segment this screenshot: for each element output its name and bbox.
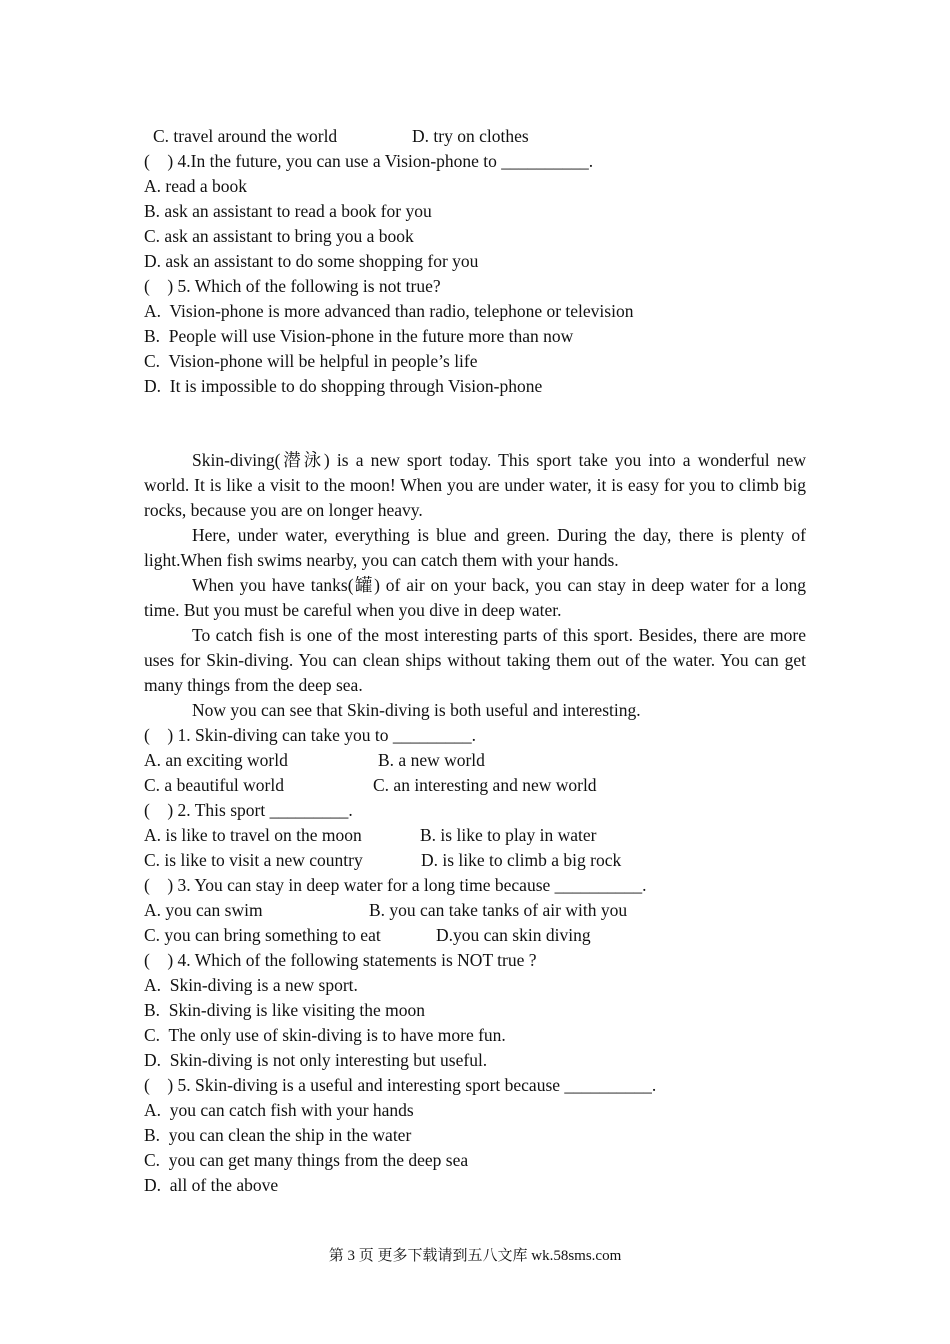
- page-footer: 第 3 页 更多下载请到五八文库 wk.58sms.com: [328, 1248, 622, 1264]
- skin-question-1-option-b: B. a new world: [378, 750, 485, 770]
- skin-question-2-option-c: C. is like to visit a new country: [144, 850, 363, 870]
- skin-question-3-option-d: D.you can skin diving: [436, 925, 591, 945]
- question-5-stem: ( ) 5. Which of the following is not true?: [144, 276, 441, 296]
- passage-paragraph-2: [144, 523, 806, 573]
- question-4-option-b: B. ask an assistant to read a book for you: [144, 201, 432, 221]
- skin-question-4-stem: ( ) 4. Which of the following statements is NOT true ?: [144, 950, 537, 970]
- passage-paragraph-4-text: To catch fish is one of the most interesting parts of this sport. Besides, there are more uses for Skin-diving. You can clean ships without taking them out of the water. You can get many things from the deep sea.: [144, 625, 806, 695]
- skin-question-2-option-a: A. is like to travel on the moon: [144, 825, 362, 845]
- skin-question-4-option-c: C. The only use of skin-diving is to have more fun.: [144, 1025, 506, 1045]
- question-4-option-d: D. ask an assistant to do some shopping for you: [144, 251, 479, 271]
- skin-question-2-stem: ( ) 2. This sport _________.: [144, 800, 353, 820]
- skin-question-1-option-a: A. an exciting world: [144, 750, 288, 770]
- skin-question-2-option-d: D. is like to climb a big rock: [421, 850, 622, 870]
- question-5-option-a: A. Vision-phone is more advanced than radio, telephone or television: [144, 301, 634, 321]
- skin-question-4-option-b: B. Skin-diving is like visiting the moon: [144, 1000, 425, 1020]
- skin-question-3-stem: ( ) 3. You can stay in deep water for a long time because __________.: [144, 875, 647, 895]
- skin-question-5-option-d: D. all of the above: [144, 1175, 279, 1195]
- passage-paragraph-3: [144, 573, 806, 623]
- skin-question-2-option-b: B. is like to play in water: [420, 825, 597, 845]
- question-4-option-c: C. ask an assistant to bring you a book: [144, 226, 414, 246]
- question-4-stem: ( ) 4.In the future, you can use a Vision-phone to __________.: [144, 151, 594, 171]
- passage-paragraph-2-text: Here, under water, everything is blue and green. During the day, there is plenty of light.When fish swims nearby, you can catch them with your hands.: [144, 525, 806, 570]
- skin-question-3-option-a: A. you can swim: [144, 900, 263, 920]
- skin-question-4-option-a: A. Skin-diving is a new sport.: [144, 975, 358, 995]
- passage-paragraph-4: [144, 623, 806, 698]
- question-5-option-b: B. People will use Vision-phone in the future more than now: [144, 326, 574, 346]
- passage-paragraph-3-text: When you have tanks(罐) of air on your back, you can stay in deep water for a long time. But you must be careful when you dive in deep water.: [144, 575, 806, 620]
- skin-question-5-option-a: A. you can catch fish with your hands: [144, 1100, 414, 1120]
- passage-paragraph-5-text: Now you can see that Skin-diving is both useful and interesting.: [192, 700, 641, 720]
- skin-question-1-option-c: C. a beautiful world: [144, 775, 284, 795]
- passage-paragraph-1-text: Skin-diving(潜泳) is a new sport today. This sport take you into a wonderful new world. It is like a visit to the moon! When you are under water, it is easy for you to climb big rocks, because you are on longer heavy.: [144, 450, 806, 520]
- question-5-option-c: C. Vision-phone will be helpful in people’s life: [144, 351, 478, 371]
- skin-question-5-option-b: B. you can clean the ship in the water: [144, 1125, 412, 1145]
- skin-question-4-option-d: D. Skin-diving is not only interesting but useful.: [144, 1050, 488, 1070]
- skin-question-1-option-d: C. an interesting and new world: [373, 775, 597, 795]
- q4-option-d-top: D. try on clothes: [412, 126, 529, 146]
- skin-question-5-stem: ( ) 5. Skin-diving is a useful and interesting sport because __________.: [144, 1075, 657, 1095]
- skin-question-1-stem: ( ) 1. Skin-diving can take you to _________.: [144, 725, 476, 745]
- passage-paragraph-5: [144, 698, 806, 723]
- skin-question-3-option-c: C. you can bring something to eat: [144, 925, 381, 945]
- question-5-option-d: D. It is impossible to do shopping through Vision-phone: [144, 376, 543, 396]
- passage-paragraph-1: [144, 448, 806, 523]
- q4-option-c-top: C. travel around the world: [153, 126, 338, 146]
- skin-question-3-option-b: B. you can take tanks of air with you: [369, 900, 628, 920]
- skin-question-5-option-c: C. you can get many things from the deep sea: [144, 1150, 469, 1170]
- question-4-option-a: A. read a book: [144, 176, 248, 196]
